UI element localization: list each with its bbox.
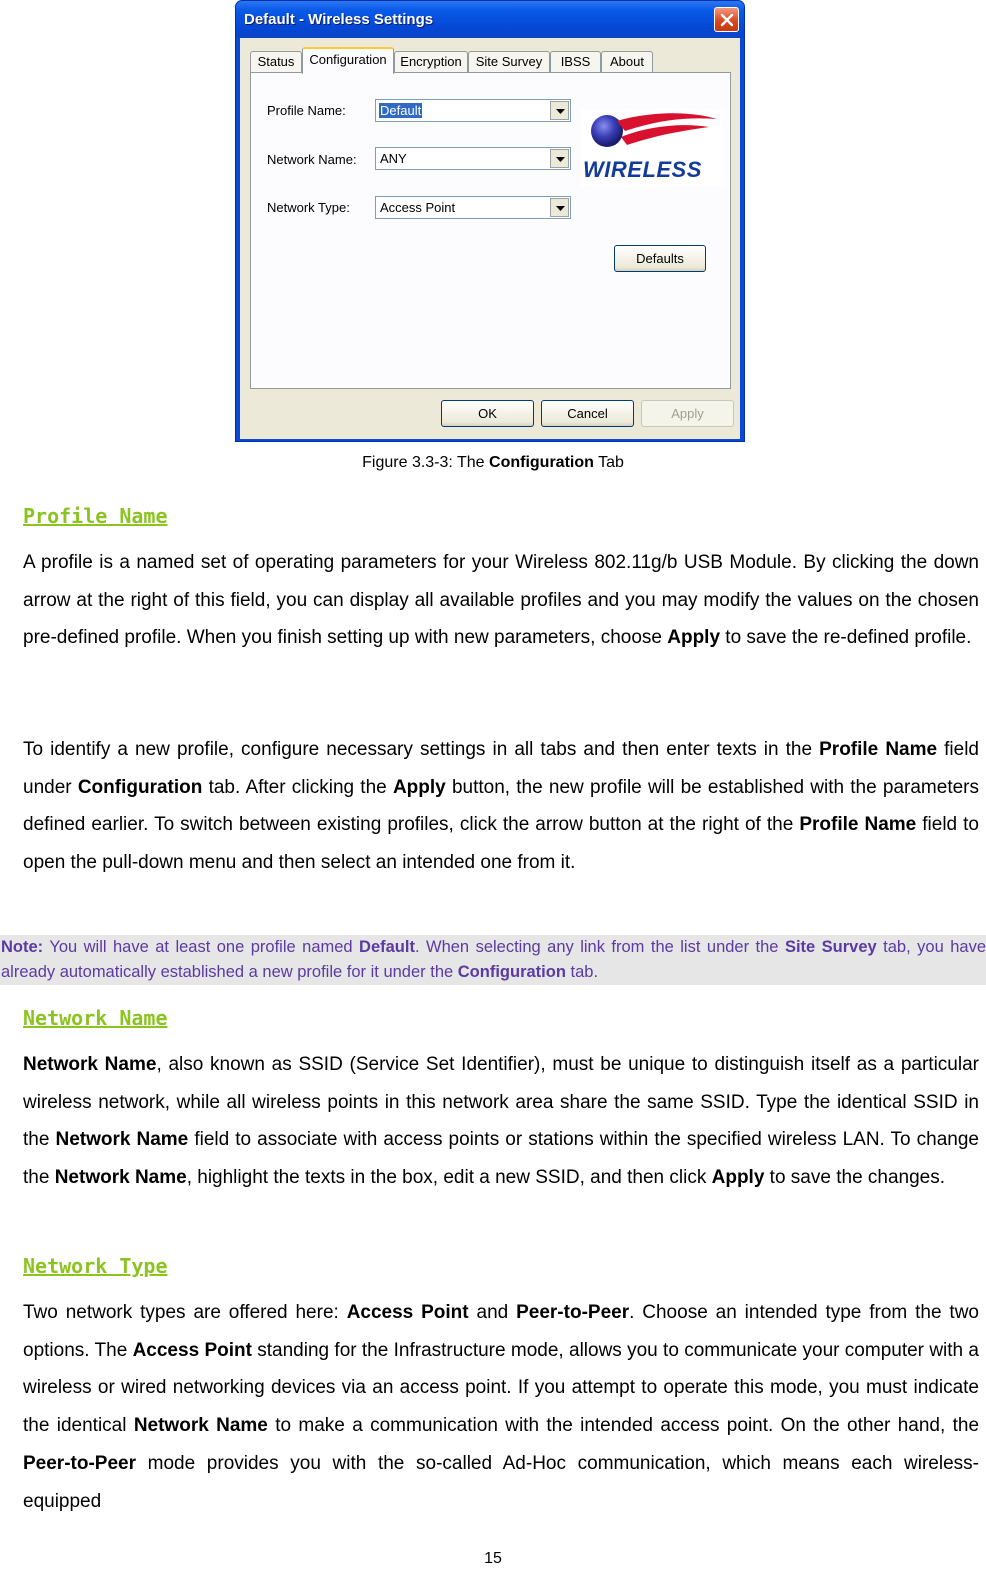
cancel-button[interactable]: Cancel xyxy=(541,400,634,427)
chevron-down-icon xyxy=(556,109,565,114)
configuration-panel xyxy=(250,72,731,389)
tab-about[interactable]: About xyxy=(601,51,653,73)
dialog-title: Default - Wireless Settings xyxy=(244,11,434,28)
page-number: 15 xyxy=(484,1550,502,1567)
network-type-heading: Network Type xyxy=(23,1254,168,1278)
globe-swoosh-icon xyxy=(581,109,723,159)
tab-configuration[interactable]: Configuration xyxy=(302,47,394,74)
profile-name-label: Profile Name: xyxy=(267,103,346,118)
figure-caption xyxy=(0,454,986,472)
logo-text: WIRELESS xyxy=(583,157,702,182)
network-type-paragraph: Two network types are offered here: Access Point and Peer-to-Peer. Choose an intended type from the two options. The Access Point standing for the Infrastructure mode, allows you to communicate your computer with a wireless or wired networking devices via an access point. If you attempt to operate this mode, you must indicate the identical Network Name to make a communication with the intended access point. On the other hand, the Peer-to-Peer mode provides you with the so-called Ad-Hoc communication, which means each wireless-equipped xyxy=(23,1302,980,1512)
dialog-client-area xyxy=(240,38,740,439)
dialog-titlebar xyxy=(236,1,744,38)
profile-name-combo[interactable] xyxy=(375,99,571,122)
network-name-combo[interactable] xyxy=(375,147,571,170)
profile-name-paragraph-2: To identify a new profile, configure necessary settings in all tabs and then enter texts in the Profile Name field under Configuration tab. After clicking the Apply button, the new profile will be established with the parameters defined earlier. To switch between existing profiles, click the arrow button at the right of the Profile Name field to open the pull-down menu and then select an intended one from it. xyxy=(23,739,980,874)
close-icon xyxy=(720,13,734,27)
tab-status[interactable]: Status xyxy=(250,51,302,73)
apply-button[interactable]: Apply xyxy=(641,400,734,427)
caption-bold: Configuration xyxy=(489,454,594,471)
wireless-settings-dialog xyxy=(235,0,745,442)
profile-name-heading: Profile Name xyxy=(23,504,168,528)
network-name-value: ANY xyxy=(380,151,407,166)
tab-ibss[interactable]: IBSS xyxy=(550,51,601,73)
close-button[interactable] xyxy=(714,7,739,32)
caption-suffix: Tab xyxy=(593,454,624,471)
caption-prefix: Figure 3.3-3: The xyxy=(362,454,490,471)
network-type-combo[interactable] xyxy=(375,196,571,219)
network-name-dropdown-button[interactable] xyxy=(550,149,569,168)
tab-encryption[interactable]: Encryption xyxy=(394,51,468,73)
network-name-paragraph: Network Name, also known as SSID (Service Set Identifier), must be unique to distinguish itself as a particular wireless network, while all wireless points in this network area share the same SSID. Type the identical SSID in the Network Name field to associate with access points or stations within the specified wireless LAN. To change the Network Name, highlight the texts in the box, edit a new SSID, and then click Apply to save the changes. xyxy=(23,1054,980,1189)
wireless-logo xyxy=(581,109,723,187)
network-type-dropdown-button[interactable] xyxy=(550,198,569,217)
profile-name-paragraph-1: A profile is a named set of operating parameters for your Wireless 802.11g/b USB Module. By clicking the down arrow at the right of this field, you can display all available profiles and you may modify the values on the chosen pre-defined profile. When you finish setting up with new parameters, choose Apply to save the re-defined profile. xyxy=(23,552,979,649)
chevron-down-icon xyxy=(556,206,565,211)
note-box: Note: You will have at least one profile named Default. When selecting any link from the list under the Site Survey tab, you have already automatically established a new profile for it under the Configuration tab. xyxy=(0,935,986,985)
network-name-heading: Network Name xyxy=(23,1006,168,1030)
defaults-button[interactable]: Defaults xyxy=(614,245,706,272)
network-name-label: Network Name: xyxy=(267,152,357,167)
network-type-value: Access Point xyxy=(380,200,456,215)
network-type-label: Network Type: xyxy=(267,200,350,215)
profile-name-value: Default xyxy=(380,103,422,118)
tab-site-survey[interactable]: Site Survey xyxy=(468,51,550,73)
profile-name-dropdown-button[interactable] xyxy=(550,101,569,120)
chevron-down-icon xyxy=(556,157,565,162)
ok-button[interactable]: OK xyxy=(441,400,534,427)
